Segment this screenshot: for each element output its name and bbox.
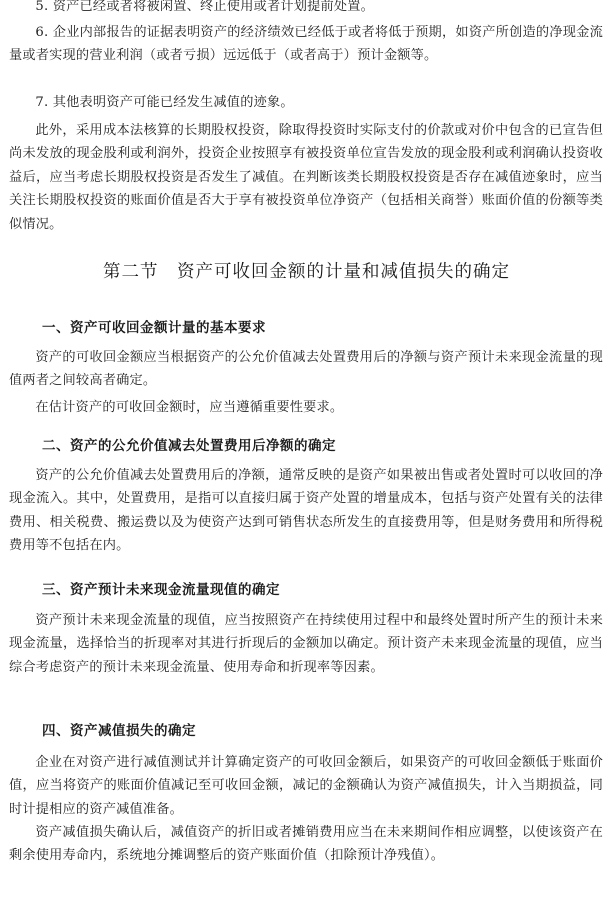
list-item-6: 6. 企业内部报告的证据表明资产的经济绩效已经低于或者将低于预期，如资产所创造的净现金流量或者实现的营业利润（或者亏损）远远低于（或者高于）预计金额等。 xyxy=(9,25,603,64)
chapter-title: 第二节 资产可收回金额的计量和减值损失的确定 xyxy=(103,262,510,282)
list-item-7: 7. 其他表明资产可能已经发生减值的迹象。 xyxy=(35,95,294,110)
section-heading-4: 四、资产减值损失的确定 xyxy=(42,723,196,739)
section-3-paragraph-1: 资产预计未来现金流量的现值，应当按照资产在持续使用过程中和最终处置时所产生的预计未来现金流量，选择恰当的折现率对其进行折现后的金额加以确定。预计资产未来现金流量的现值，应当综合考虑资产的预计未来现金流量、使用寿命和折现率等因素。 xyxy=(9,613,603,675)
section-heading-1: 一、资产可收回金额计量的基本要求 xyxy=(42,320,266,336)
section-4-paragraph-2: 资产减值损失确认后，减值资产的折旧或者摊销费用应当在未来期间作相应调整，以使该资产在剩余使用寿命内，系统地分摊调整后的资产账面价值（扣除预计净残值）。 xyxy=(9,825,603,864)
section-heading-2: 二、资产的公允价值减去处置费用后净额的确定 xyxy=(42,438,336,454)
section-2-paragraph-1: 资产的公允价值减去处置费用后的净额，通常反映的是资产如果被出售或者处置时可以收回的净现金流入。其中，处置费用，是指可以直接归属于资产处置的增量成本，包括与资产处置有关的法律费用、相关税费、搬运费以及为使资产达到可销售状态所发生的直接费用等，但是财务费用和所得税费用等不包括在内。 xyxy=(9,468,603,554)
section-4-paragraph-1: 企业在对资产进行减值测试并计算确定资产的可收回金额后，如果资产的可收回金额低于账面价值，应当将资产的账面价值减记至可收回金额，减记的金额确认为资产减值损失，计入当期损益，同时计提相应的资产减值准备。 xyxy=(9,755,603,817)
paragraph-long-term-equity: 此外，采用成本法核算的长期股权投资，除取得投资时实际支付的价款或对价中包含的已宣告但尚未发放的现金股利或利润外，投资企业按照享有被投资单位宣告发放的现金股利或利润确认投资收益后，应当考虑长期股权投资是否发生了减值。在判断该类长期股权投资是否存在减值迹象时，应当关注长期股权投资的账面价值是否大于享有被投资单位净资产（包括相关商誉）账面价值的份额等类似情况。 xyxy=(9,123,603,232)
section-heading-3: 三、资产预计未来现金流量现值的确定 xyxy=(42,582,280,598)
section-1-paragraph-2: 在估计资产的可收回金额时，应当遵循重要性要求。 xyxy=(35,400,344,415)
section-1-paragraph-1: 资产的可收回金额应当根据资产的公允价值减去处置费用后的净额与资产预计未来现金流量的现值两者之间较高者确定。 xyxy=(9,350,603,389)
list-item-5: 5. 资产已经或者将被闲置、终止使用或者计划提前处置。 xyxy=(35,0,375,14)
